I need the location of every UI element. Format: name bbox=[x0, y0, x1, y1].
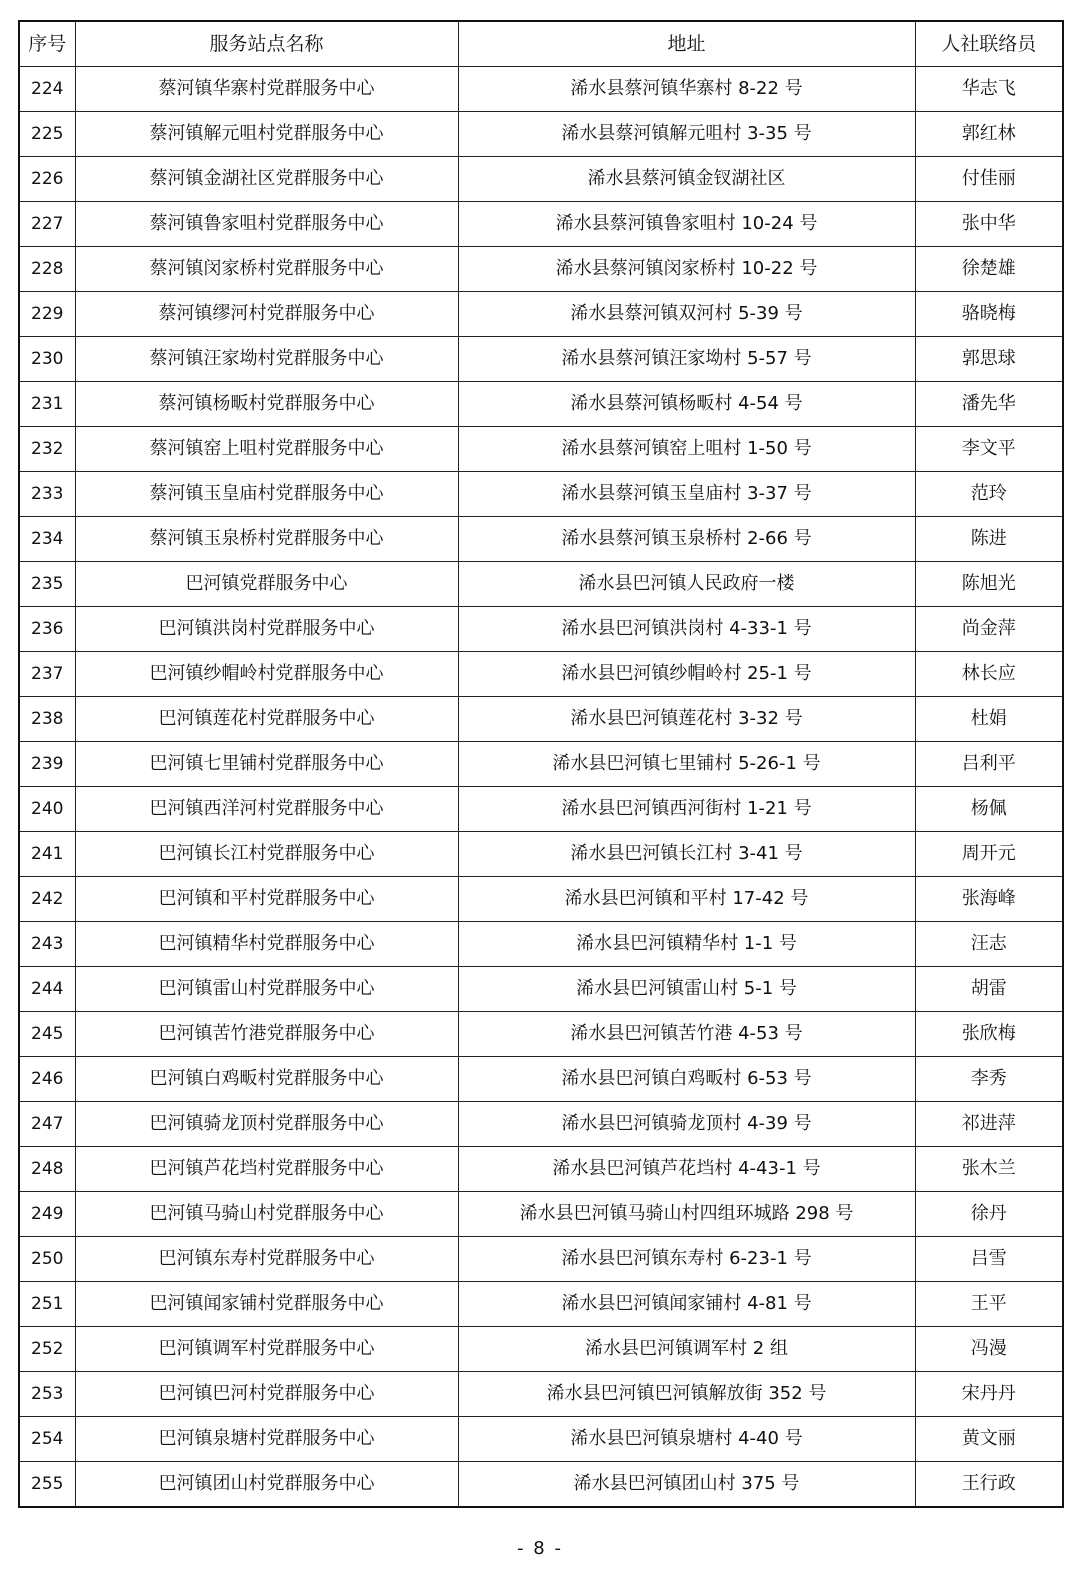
cell-station-name: 蔡河镇玉皇庙村党群服务中心 bbox=[75, 472, 458, 517]
cell-station-name: 巴河镇芦花垱村党群服务中心 bbox=[75, 1147, 458, 1192]
table-row bbox=[19, 202, 1063, 247]
cell-station-name: 蔡河镇缪河村党群服务中心 bbox=[75, 292, 458, 337]
cell-station-name: 蔡河镇鲁家咀村党群服务中心 bbox=[75, 202, 458, 247]
table-row bbox=[19, 1417, 1063, 1462]
cell-station-name: 巴河镇西洋河村党群服务中心 bbox=[75, 787, 458, 832]
cell-address: 浠水县蔡河镇窑上咀村 1-50 号 bbox=[458, 427, 915, 472]
table-row bbox=[19, 472, 1063, 517]
cell-address: 浠水县巴河镇雷山村 5-1 号 bbox=[458, 967, 915, 1012]
table-row bbox=[19, 1192, 1063, 1237]
cell-contact: 汪志 bbox=[915, 922, 1063, 967]
cell-address: 浠水县巴河镇和平村 17-42 号 bbox=[458, 877, 915, 922]
cell-contact: 潘先华 bbox=[915, 382, 1063, 427]
cell-seq: 253 bbox=[19, 1372, 75, 1417]
cell-contact: 祁进萍 bbox=[915, 1102, 1063, 1147]
table-row bbox=[19, 562, 1063, 607]
table-row bbox=[19, 832, 1063, 877]
table-row bbox=[19, 292, 1063, 337]
cell-seq: 255 bbox=[19, 1462, 75, 1508]
cell-station-name: 蔡河镇窑上咀村党群服务中心 bbox=[75, 427, 458, 472]
cell-station-name: 巴河镇洪岗村党群服务中心 bbox=[75, 607, 458, 652]
cell-seq: 251 bbox=[19, 1282, 75, 1327]
table-row bbox=[19, 1012, 1063, 1057]
cell-address: 浠水县巴河镇苦竹港 4-53 号 bbox=[458, 1012, 915, 1057]
cell-seq: 230 bbox=[19, 337, 75, 382]
cell-contact: 徐楚雄 bbox=[915, 247, 1063, 292]
cell-seq: 244 bbox=[19, 967, 75, 1012]
cell-contact: 林长应 bbox=[915, 652, 1063, 697]
cell-seq: 237 bbox=[19, 652, 75, 697]
cell-seq: 243 bbox=[19, 922, 75, 967]
cell-contact: 张欣梅 bbox=[915, 1012, 1063, 1057]
cell-station-name: 巴河镇白鸡畈村党群服务中心 bbox=[75, 1057, 458, 1102]
cell-address: 浠水县巴河镇芦花垱村 4-43-1 号 bbox=[458, 1147, 915, 1192]
header-address: 地址 bbox=[458, 21, 915, 67]
table-row bbox=[19, 787, 1063, 832]
cell-contact: 胡雷 bbox=[915, 967, 1063, 1012]
cell-address: 浠水县蔡河镇玉皇庙村 3-37 号 bbox=[458, 472, 915, 517]
cell-seq: 241 bbox=[19, 832, 75, 877]
cell-address: 浠水县巴河镇长江村 3-41 号 bbox=[458, 832, 915, 877]
header-seq: 序号 bbox=[19, 21, 75, 67]
cell-address: 浠水县巴河镇白鸡畈村 6-53 号 bbox=[458, 1057, 915, 1102]
cell-station-name: 巴河镇东寿村党群服务中心 bbox=[75, 1237, 458, 1282]
cell-address: 浠水县巴河镇调军村 2 组 bbox=[458, 1327, 915, 1372]
service-station-table bbox=[18, 20, 1064, 1508]
table-row bbox=[19, 1282, 1063, 1327]
cell-contact: 范玲 bbox=[915, 472, 1063, 517]
table-row bbox=[19, 742, 1063, 787]
cell-seq: 233 bbox=[19, 472, 75, 517]
cell-station-name: 蔡河镇玉泉桥村党群服务中心 bbox=[75, 517, 458, 562]
cell-address: 浠水县巴河镇纱帽岭村 25-1 号 bbox=[458, 652, 915, 697]
cell-station-name: 巴河镇党群服务中心 bbox=[75, 562, 458, 607]
cell-seq: 249 bbox=[19, 1192, 75, 1237]
cell-contact: 陈旭光 bbox=[915, 562, 1063, 607]
cell-seq: 250 bbox=[19, 1237, 75, 1282]
cell-address: 浠水县蔡河镇解元咀村 3-35 号 bbox=[458, 112, 915, 157]
table-row bbox=[19, 517, 1063, 562]
cell-seq: 246 bbox=[19, 1057, 75, 1102]
table-row bbox=[19, 67, 1063, 112]
cell-address: 浠水县巴河镇泉塘村 4-40 号 bbox=[458, 1417, 915, 1462]
cell-station-name: 巴河镇骑龙顶村党群服务中心 bbox=[75, 1102, 458, 1147]
cell-seq: 229 bbox=[19, 292, 75, 337]
cell-address: 浠水县蔡河镇汪家坳村 5-57 号 bbox=[458, 337, 915, 382]
cell-address: 浠水县巴河镇人民政府一楼 bbox=[458, 562, 915, 607]
cell-station-name: 巴河镇长江村党群服务中心 bbox=[75, 832, 458, 877]
cell-seq: 225 bbox=[19, 112, 75, 157]
cell-address: 浠水县蔡河镇闵家桥村 10-22 号 bbox=[458, 247, 915, 292]
cell-address: 浠水县蔡河镇玉泉桥村 2-66 号 bbox=[458, 517, 915, 562]
cell-station-name: 蔡河镇汪家坳村党群服务中心 bbox=[75, 337, 458, 382]
cell-address: 浠水县蔡河镇华寨村 8-22 号 bbox=[458, 67, 915, 112]
cell-seq: 242 bbox=[19, 877, 75, 922]
cell-contact: 徐丹 bbox=[915, 1192, 1063, 1237]
cell-contact: 黄文丽 bbox=[915, 1417, 1063, 1462]
cell-seq: 238 bbox=[19, 697, 75, 742]
cell-seq: 248 bbox=[19, 1147, 75, 1192]
table-row bbox=[19, 607, 1063, 652]
cell-station-name: 巴河镇雷山村党群服务中心 bbox=[75, 967, 458, 1012]
cell-contact: 张木兰 bbox=[915, 1147, 1063, 1192]
cell-contact: 郭红林 bbox=[915, 112, 1063, 157]
cell-station-name: 巴河镇闻家铺村党群服务中心 bbox=[75, 1282, 458, 1327]
cell-contact: 杜娟 bbox=[915, 697, 1063, 742]
cell-contact: 张海峰 bbox=[915, 877, 1063, 922]
table-row bbox=[19, 337, 1063, 382]
cell-station-name: 巴河镇七里铺村党群服务中心 bbox=[75, 742, 458, 787]
cell-contact: 张中华 bbox=[915, 202, 1063, 247]
table-row bbox=[19, 112, 1063, 157]
cell-contact: 宋丹丹 bbox=[915, 1372, 1063, 1417]
cell-seq: 226 bbox=[19, 157, 75, 202]
cell-station-name: 巴河镇调军村党群服务中心 bbox=[75, 1327, 458, 1372]
cell-station-name: 巴河镇泉塘村党群服务中心 bbox=[75, 1417, 458, 1462]
table-header-row bbox=[19, 21, 1063, 67]
cell-seq: 234 bbox=[19, 517, 75, 562]
table-row bbox=[19, 1327, 1063, 1372]
header-station-name: 服务站点名称 bbox=[75, 21, 458, 67]
cell-contact: 冯漫 bbox=[915, 1327, 1063, 1372]
table-body bbox=[19, 67, 1063, 1508]
cell-contact: 王平 bbox=[915, 1282, 1063, 1327]
table-row bbox=[19, 247, 1063, 292]
cell-contact: 杨佩 bbox=[915, 787, 1063, 832]
cell-address: 浠水县巴河镇巴河镇解放街 352 号 bbox=[458, 1372, 915, 1417]
cell-seq: 231 bbox=[19, 382, 75, 427]
cell-address: 浠水县巴河镇团山村 375 号 bbox=[458, 1462, 915, 1508]
cell-station-name: 巴河镇和平村党群服务中心 bbox=[75, 877, 458, 922]
cell-station-name: 巴河镇莲花村党群服务中心 bbox=[75, 697, 458, 742]
table-row bbox=[19, 427, 1063, 472]
cell-contact: 周开元 bbox=[915, 832, 1063, 877]
cell-contact: 吕利平 bbox=[915, 742, 1063, 787]
table-row bbox=[19, 382, 1063, 427]
cell-seq: 232 bbox=[19, 427, 75, 472]
cell-address: 浠水县蔡河镇鲁家咀村 10-24 号 bbox=[458, 202, 915, 247]
cell-address: 浠水县巴河镇精华村 1-1 号 bbox=[458, 922, 915, 967]
cell-seq: 235 bbox=[19, 562, 75, 607]
cell-station-name: 蔡河镇华寨村党群服务中心 bbox=[75, 67, 458, 112]
cell-seq: 245 bbox=[19, 1012, 75, 1057]
table-row bbox=[19, 967, 1063, 1012]
cell-contact: 王行政 bbox=[915, 1462, 1063, 1508]
cell-station-name: 巴河镇纱帽岭村党群服务中心 bbox=[75, 652, 458, 697]
table-row bbox=[19, 157, 1063, 202]
table-row bbox=[19, 877, 1063, 922]
page-number: - 8 - bbox=[517, 1538, 563, 1559]
table-row bbox=[19, 1372, 1063, 1417]
cell-contact: 付佳丽 bbox=[915, 157, 1063, 202]
cell-station-name: 巴河镇巴河村党群服务中心 bbox=[75, 1372, 458, 1417]
cell-seq: 247 bbox=[19, 1102, 75, 1147]
cell-contact: 吕雪 bbox=[915, 1237, 1063, 1282]
table-row bbox=[19, 1462, 1063, 1508]
table-row bbox=[19, 1147, 1063, 1192]
cell-address: 浠水县蔡河镇金钗湖社区 bbox=[458, 157, 915, 202]
cell-contact: 郭思球 bbox=[915, 337, 1063, 382]
table-row bbox=[19, 1237, 1063, 1282]
cell-address: 浠水县巴河镇东寿村 6-23-1 号 bbox=[458, 1237, 915, 1282]
cell-seq: 236 bbox=[19, 607, 75, 652]
cell-seq: 228 bbox=[19, 247, 75, 292]
cell-seq: 252 bbox=[19, 1327, 75, 1372]
cell-station-name: 蔡河镇解元咀村党群服务中心 bbox=[75, 112, 458, 157]
cell-station-name: 蔡河镇金湖社区党群服务中心 bbox=[75, 157, 458, 202]
cell-address: 浠水县巴河镇马骑山村四组环城路 298 号 bbox=[458, 1192, 915, 1237]
table-row bbox=[19, 697, 1063, 742]
cell-address: 浠水县巴河镇闻家铺村 4-81 号 bbox=[458, 1282, 915, 1327]
table-row bbox=[19, 1102, 1063, 1147]
cell-contact: 尚金萍 bbox=[915, 607, 1063, 652]
cell-contact: 陈进 bbox=[915, 517, 1063, 562]
cell-seq: 239 bbox=[19, 742, 75, 787]
cell-contact: 骆晓梅 bbox=[915, 292, 1063, 337]
table-row bbox=[19, 1057, 1063, 1102]
cell-seq: 224 bbox=[19, 67, 75, 112]
cell-address: 浠水县蔡河镇杨畈村 4-54 号 bbox=[458, 382, 915, 427]
cell-seq: 227 bbox=[19, 202, 75, 247]
cell-contact: 李文平 bbox=[915, 427, 1063, 472]
cell-address: 浠水县巴河镇七里铺村 5-26-1 号 bbox=[458, 742, 915, 787]
cell-address: 浠水县巴河镇洪岗村 4-33-1 号 bbox=[458, 607, 915, 652]
table-row bbox=[19, 652, 1063, 697]
header-contact: 人社联络员 bbox=[915, 21, 1063, 67]
cell-seq: 254 bbox=[19, 1417, 75, 1462]
cell-contact: 李秀 bbox=[915, 1057, 1063, 1102]
cell-address: 浠水县巴河镇西河街村 1-21 号 bbox=[458, 787, 915, 832]
cell-address: 浠水县蔡河镇双河村 5-39 号 bbox=[458, 292, 915, 337]
cell-station-name: 巴河镇团山村党群服务中心 bbox=[75, 1462, 458, 1508]
cell-station-name: 巴河镇马骑山村党群服务中心 bbox=[75, 1192, 458, 1237]
cell-address: 浠水县巴河镇莲花村 3-32 号 bbox=[458, 697, 915, 742]
cell-seq: 240 bbox=[19, 787, 75, 832]
cell-station-name: 蔡河镇闵家桥村党群服务中心 bbox=[75, 247, 458, 292]
cell-contact: 华志飞 bbox=[915, 67, 1063, 112]
cell-address: 浠水县巴河镇骑龙顶村 4-39 号 bbox=[458, 1102, 915, 1147]
table-row bbox=[19, 922, 1063, 967]
cell-station-name: 蔡河镇杨畈村党群服务中心 bbox=[75, 382, 458, 427]
cell-station-name: 巴河镇精华村党群服务中心 bbox=[75, 922, 458, 967]
cell-station-name: 巴河镇苦竹港党群服务中心 bbox=[75, 1012, 458, 1057]
